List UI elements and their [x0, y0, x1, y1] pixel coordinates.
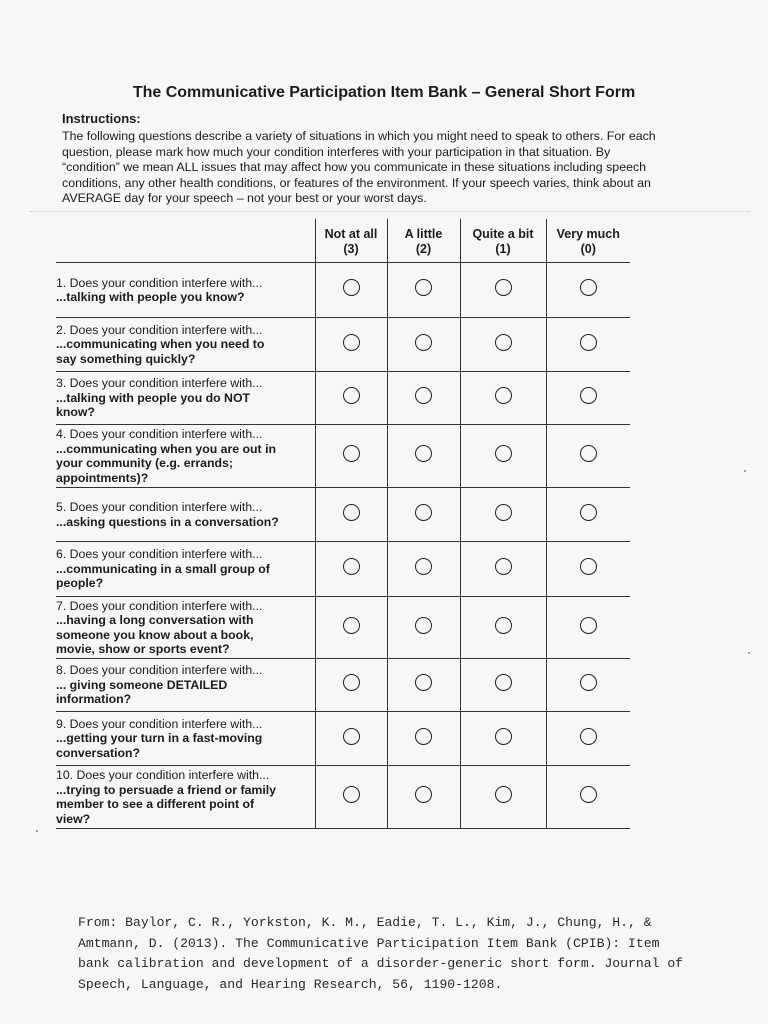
- column-label: A little: [404, 227, 443, 241]
- question-detail: say something quickly?: [56, 351, 196, 366]
- question-detail: your community (e.g. errands;: [56, 456, 233, 470]
- radio-a-little-q3[interactable]: [415, 387, 432, 404]
- option-cell: [546, 263, 630, 318]
- question-cell: [56, 712, 315, 766]
- question-detail: ... giving someone DETAILED: [56, 677, 228, 692]
- option-cell: [387, 318, 460, 372]
- radio-not-at-all-q7[interactable]: [343, 617, 360, 634]
- question-prompt: 10. Does your condition interfere with...: [56, 768, 270, 782]
- option-cell: [387, 766, 460, 829]
- option-cell: [460, 425, 546, 488]
- option-cell: [315, 712, 387, 766]
- question-prompt: 6. Does your condition interfere with...: [56, 547, 263, 562]
- column-label: Very much: [556, 227, 620, 241]
- question-cell: [56, 263, 315, 318]
- instructions-line: question, please mark how much your condition interferes with your participation in that situation. By: [62, 144, 611, 159]
- option-cell: [387, 542, 460, 597]
- option-cell: [387, 712, 460, 766]
- option-cell: [387, 659, 460, 712]
- question-detail: ...trying to persuade a friend or family: [56, 782, 277, 797]
- question-row-4: [56, 425, 630, 488]
- question-cell: [56, 659, 315, 712]
- option-cell: [546, 425, 630, 488]
- option-cell: [387, 425, 460, 488]
- radio-very-much-q9[interactable]: [580, 728, 597, 745]
- option-cell: [315, 597, 387, 659]
- scan-speck: [748, 652, 750, 654]
- question-detail: know?: [56, 405, 95, 420]
- instructions-line: conditions, any other health conditions, or features of the environment. If your speech varies, think about an: [62, 175, 651, 190]
- option-cell: [460, 263, 546, 318]
- column-score: (1): [495, 242, 511, 256]
- option-cell: [315, 263, 387, 318]
- question-row-7: [56, 597, 630, 659]
- question-row-9: [56, 712, 630, 766]
- radio-not-at-all-q6[interactable]: [343, 558, 360, 575]
- question-cell: [56, 425, 315, 488]
- scan-divider: [30, 211, 750, 212]
- radio-quite-a-bit-q3[interactable]: [495, 387, 512, 404]
- radio-quite-a-bit-q6[interactable]: [495, 558, 512, 575]
- radio-quite-a-bit-q10[interactable]: [495, 786, 512, 803]
- option-cell: [315, 766, 387, 829]
- column-header-quite-a-bit: [460, 219, 546, 263]
- radio-not-at-all-q10[interactable]: [343, 786, 360, 803]
- radio-quite-a-bit-q2[interactable]: [495, 334, 512, 351]
- question-row-2: [56, 318, 630, 372]
- option-cell: [460, 542, 546, 597]
- radio-not-at-all-q5[interactable]: [343, 504, 360, 521]
- question-cell: [56, 766, 315, 829]
- radio-not-at-all-q9[interactable]: [343, 728, 360, 745]
- column-header-a-little: [387, 219, 460, 263]
- column-header-very-much: [546, 219, 630, 263]
- radio-very-much-q5[interactable]: [580, 504, 597, 521]
- option-cell: [546, 542, 630, 597]
- question-detail: appointments)?: [56, 470, 149, 485]
- option-cell: [460, 372, 546, 425]
- radio-quite-a-bit-q5[interactable]: [495, 504, 512, 521]
- radio-very-much-q10[interactable]: [580, 786, 597, 803]
- question-detail: ...having a long conversation with: [56, 613, 254, 627]
- radio-a-little-q8[interactable]: [415, 674, 432, 691]
- question-detail: ...talking with people you know?: [56, 290, 245, 304]
- radio-not-at-all-q1[interactable]: [343, 279, 360, 296]
- question-detail: someone you know about a book,: [56, 627, 254, 642]
- radio-quite-a-bit-q1[interactable]: [495, 279, 512, 296]
- option-cell: [546, 766, 630, 829]
- column-score: (3): [343, 242, 359, 256]
- question-detail: ...talking with people you do NOT: [56, 390, 251, 405]
- radio-not-at-all-q4[interactable]: [343, 445, 360, 462]
- citation-line: Amtmann, D. (2013). The Communicative Participation Item Bank (CPIB): Item: [78, 935, 660, 951]
- option-cell: [387, 372, 460, 425]
- radio-very-much-q6[interactable]: [580, 558, 597, 575]
- scan-speck: [744, 470, 746, 472]
- instructions-heading: Instructions:: [62, 111, 141, 126]
- question-prompt: 5. Does your condition interfere with...: [56, 500, 263, 514]
- rating-table: [56, 219, 630, 829]
- radio-a-little-q2[interactable]: [415, 334, 432, 351]
- question-prompt: 9. Does your condition interfere with...: [56, 716, 263, 731]
- option-cell: [315, 542, 387, 597]
- question-detail: people?: [56, 576, 104, 591]
- option-cell: [460, 318, 546, 372]
- question-cell: [56, 488, 315, 542]
- question-detail: movie, show or sports event?: [56, 642, 230, 656]
- question-cell: [56, 542, 315, 597]
- option-cell: [546, 659, 630, 712]
- option-cell: [460, 659, 546, 712]
- radio-a-little-q4[interactable]: [415, 445, 432, 462]
- column-label: Quite a bit: [472, 227, 534, 241]
- question-row-6: [56, 542, 630, 597]
- option-cell: [460, 712, 546, 766]
- option-cell: [315, 425, 387, 488]
- instructions-line: The following questions describe a variety of situations in which you might need to speak to others. For each: [62, 129, 656, 143]
- column-label: Not at all: [324, 227, 378, 241]
- radio-very-much-q7[interactable]: [580, 617, 597, 634]
- radio-quite-a-bit-q7[interactable]: [495, 617, 512, 634]
- option-cell: [387, 488, 460, 542]
- radio-very-much-q2[interactable]: [580, 334, 597, 351]
- question-column-header: [56, 219, 315, 263]
- question-row-3: [56, 372, 630, 425]
- option-cell: [315, 659, 387, 712]
- radio-quite-a-bit-q4[interactable]: [495, 445, 512, 462]
- column-header-not-at-all: [315, 219, 387, 263]
- option-cell: [460, 488, 546, 542]
- option-cell: [315, 488, 387, 542]
- question-prompt: 8. Does your condition interfere with...: [56, 663, 263, 678]
- scan-speck: [36, 830, 38, 832]
- question-prompt: 3. Does your condition interfere with...: [56, 376, 263, 391]
- question-row-5: [56, 488, 630, 542]
- radio-not-at-all-q3[interactable]: [343, 387, 360, 404]
- radio-very-much-q3[interactable]: [580, 387, 597, 404]
- question-detail: view?: [56, 811, 91, 826]
- option-cell: [460, 766, 546, 829]
- question-detail: ...asking questions in a conversation?: [56, 514, 279, 529]
- radio-quite-a-bit-q9[interactable]: [495, 728, 512, 745]
- question-cell: [56, 318, 315, 372]
- question-prompt: 4. Does your condition interfere with...: [56, 427, 263, 441]
- question-prompt: 1. Does your condition interfere with...: [56, 275, 263, 290]
- form-title: The Communicative Participation Item Bank – General Short Form: [132, 84, 636, 101]
- option-cell: [387, 597, 460, 659]
- question-detail: member to see a different point of: [56, 797, 255, 811]
- question-row-1: [56, 263, 630, 318]
- question-row-8: [56, 659, 630, 712]
- question-detail: ...communicating in a small group of: [56, 561, 270, 576]
- column-score: (2): [415, 242, 432, 256]
- citation-line: bank calibration and development of a disorder-generic short form. Journal of: [78, 956, 684, 971]
- question-detail: conversation?: [56, 745, 141, 760]
- option-cell: [315, 372, 387, 425]
- instructions-line: “condition” we mean ALL issues that may affect how you communicate in these situations including speech: [62, 160, 647, 175]
- option-cell: [546, 372, 630, 425]
- question-detail: information?: [56, 692, 132, 707]
- radio-very-much-q8[interactable]: [580, 674, 597, 691]
- question-detail: ...getting your turn in a fast-moving: [56, 731, 263, 746]
- option-cell: [387, 263, 460, 318]
- radio-very-much-q4[interactable]: [580, 445, 597, 462]
- question-prompt: 2. Does your condition interfere with...: [56, 322, 263, 337]
- radio-very-much-q1[interactable]: [580, 279, 597, 296]
- option-cell: [546, 488, 630, 542]
- table-header-row: [56, 219, 630, 263]
- radio-a-little-q9[interactable]: [415, 728, 432, 745]
- question-detail: ...communicating when you are out in: [56, 441, 276, 456]
- question-cell: [56, 372, 315, 425]
- option-cell: [546, 318, 630, 372]
- radio-not-at-all-q8[interactable]: [343, 674, 360, 691]
- citation-line: Speech, Language, and Hearing Research, 56, 1190-1208.: [78, 976, 503, 992]
- radio-a-little-q7[interactable]: [415, 617, 432, 634]
- citation-line: From: Baylor, C. R., Yorkston, K. M., Eadie, T. L., Kim, J., Chung, H., &: [78, 915, 652, 930]
- question-prompt: 7. Does your condition interfere with...: [56, 598, 263, 613]
- option-cell: [315, 318, 387, 372]
- radio-a-little-q5[interactable]: [415, 504, 432, 521]
- option-cell: [546, 597, 630, 659]
- question-row-10: [56, 766, 630, 829]
- radio-a-little-q10[interactable]: [415, 786, 432, 803]
- radio-a-little-q1[interactable]: [415, 279, 432, 296]
- question-cell: [56, 597, 315, 659]
- radio-quite-a-bit-q8[interactable]: [495, 674, 512, 691]
- instructions-text: [62, 129, 712, 207]
- option-cell: [546, 712, 630, 766]
- column-score: (0): [580, 242, 596, 256]
- instructions-line: AVERAGE day for your speech – not your best or your worst days.: [62, 191, 427, 206]
- question-detail: ...communicating when you need to: [56, 337, 265, 352]
- citation: [78, 913, 758, 995]
- radio-not-at-all-q2[interactable]: [343, 334, 360, 351]
- radio-a-little-q6[interactable]: [415, 558, 432, 575]
- option-cell: [460, 597, 546, 659]
